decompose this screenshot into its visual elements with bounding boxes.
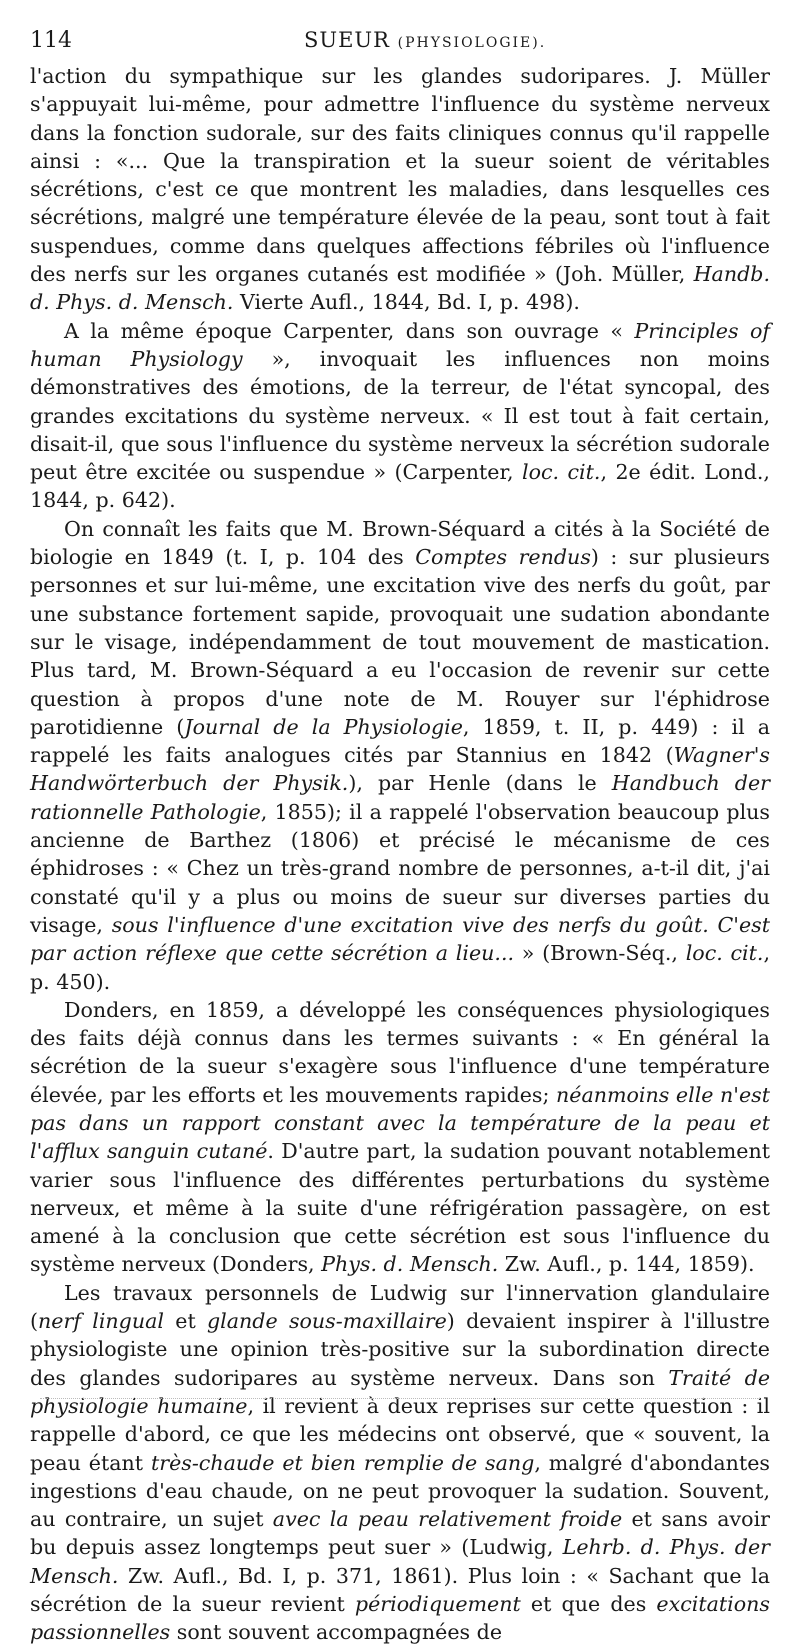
- italic-run: Wagner's Handwörterbuch der Physik.: [30, 743, 770, 796]
- text-run: » (Brown-Séq.,: [514, 941, 686, 966]
- footer-rule: [40, 1398, 760, 1399]
- paragraph: [30, 1279, 770, 1647]
- italic-run: avec la peau relativement froide: [272, 1507, 623, 1532]
- italic-run: loc. cit.: [685, 941, 764, 966]
- page-number: 114: [30, 28, 72, 53]
- text-run: , p. 450).: [30, 941, 770, 994]
- italic-run: nerf lingual: [38, 1309, 164, 1334]
- italic-run: Phys. d. Mensch.: [321, 1252, 499, 1277]
- text-run: Donders, en 1859, a développé les conséquences physiologiques des faits déjà connus dans les termes suivants : « En général la sécrétion de la sueur s'exagère sous l'influence d'une température élevée, par les efforts et les mouvements rapides;: [30, 997, 770, 1107]
- text-run: On connaît les faits que M. Brown-Séquard a cités à la Société de biologie en 1849 (t. I, p. 104 des: [30, 516, 770, 570]
- page-header: [30, 24, 770, 58]
- text-run: Vierte Aufl., 1844, Bd. I, p. 498).: [233, 290, 580, 315]
- text-run: , 1855); il a rappelé l'observation beaucoup plus ancienne de Barthez (1806) et précisé le mécanisme de ces éphidroses : « Chez un très-grand nombre de personnes, a-t-il dit, j'ai constaté qu'il y a plus ou moins de sueur sur diverses parties du visage,: [30, 799, 770, 937]
- italic-run: loc. cit.: [522, 460, 601, 485]
- running-head-title: SUEUR: [304, 28, 390, 52]
- text-run: et sans avoir bu depuis assez longtemps peut suer » (Ludwig,: [30, 1507, 770, 1560]
- text-run: », invoquait les influences non moins démonstratives des émotions, de la terreur, de l'état syncopal, des grandes excitations du système nerveux. « Il est tout à fait certain, disait-il, que sous l'influence du système nerveux la sécrétion sudorale peut être excitée ou suspendue » (Carpenter,: [30, 346, 770, 485]
- body-text: [30, 62, 770, 1647]
- text-run: . D'autre part, la sudation pouvant notablement varier sous l'influence des différentes perturbations du système nerveux, et même à la suite d'une réfrigération passagère, on est amené à la conclusion que cette sécrétion est sous l'influence du système nerveux (Donders,: [30, 1139, 770, 1277]
- text-run: , 1859, t. II, p. 449) : il a rappelé les faits analogues cités par Stannius en 1842 (: [30, 714, 770, 768]
- italic-run: sous l'influence d'une excitation vive des nerfs du goût. C'est par action réflexe que cette sécrétion a lieu...: [30, 912, 770, 966]
- text-run: ) : sur plusieurs personnes et sur lui-même, une excitation vive des nerfs du goût, par une substance fortement sapide, provoquait une sudation abondante sur le visage, indépendamment de tout mouvement de mastication. Plus tard, M. Brown-Séquard a eu l'occasion de revenir sur cette question à propos d'une note de M. Rouyer sur l'éphidrose parotidienne (: [30, 545, 771, 739]
- text-run: , malgré d'abondantes ingestions d'eau chaude, on ne peut provoquer la sudation. Souvent, au contraire, un sujet: [30, 1450, 770, 1532]
- paragraph: [30, 317, 770, 515]
- text-run: ), par Henle (dans le: [348, 771, 612, 796]
- text-run: Les travaux personnels de Ludwig sur l'innervation glandulaire (: [30, 1280, 770, 1334]
- text-run: sont souvent accompagnées de: [170, 1620, 503, 1645]
- paragraph: [30, 515, 770, 996]
- text-run: Zw. Aufl., p. 144, 1859).: [498, 1252, 755, 1277]
- running-head: [304, 28, 546, 52]
- italic-run: périodiquement: [354, 1592, 521, 1617]
- running-head-subtitle: (PHYSIOLOGIE).: [397, 35, 547, 51]
- italic-run: glande sous-maxillaire: [207, 1309, 447, 1334]
- text-run: et que des: [520, 1592, 657, 1617]
- italic-run: Principles of human Physiology: [30, 318, 770, 371]
- text-run: A la même époque Carpenter, dans son ouvrage «: [64, 318, 635, 343]
- italic-run: Handbuch der rationnelle Pathologie: [30, 771, 770, 824]
- italic-run: Handb. d. Phys. d. Mensch.: [30, 262, 770, 315]
- italic-run: Journal de la Physiologie: [184, 714, 463, 739]
- italic-run: très-chaude et bien remplie de sang: [150, 1450, 535, 1475]
- italic-run: Comptes rendus: [415, 545, 591, 570]
- text-run: et: [163, 1309, 207, 1334]
- italic-run: Lehrb. d. Phys. der Mensch.: [30, 1535, 770, 1588]
- text-run: Zw. Aufl., Bd. I, p. 371, 1861). Plus loin : « Sachant que la sécrétion de la sueur revient: [30, 1563, 770, 1617]
- italic-run: excitations passionnelles: [30, 1592, 770, 1645]
- text-run: , il revient à deux reprises sur cette question : il rappelle d'abord, ce que les médecins ont observé, que « souvent, la peau étant: [30, 1393, 770, 1475]
- text-run: ) devaient inspirer à l'illustre physiologiste une opinion très-positive sur la subordination directe des glandes sudoripares au système nerveux. Dans son: [30, 1309, 770, 1390]
- paragraph: [30, 996, 770, 1279]
- text-run: , 2e édit. Lond., 1844, p. 642).: [30, 460, 770, 513]
- italic-run: néanmoins elle n'est pas dans un rapport constant avec la température de la peau et l'afflux sanguin cutané: [30, 1082, 770, 1164]
- italic-run: Traité de physiologie humaine: [30, 1365, 771, 1418]
- text-run: l'action du sympathique sur les glandes sudoripares. J. Müller s'appuyait lui-même, pour admettre l'influence du système nerveux dans la fonction sudorale, sur des faits cliniques connus qu'il rappelle ainsi : «... Que la transpiration et la sueur soient de véritables sécrétions, c'est ce que montrent les maladies, dans lesquelles ces sécrétions, malgré une température élevée de la peau, sont tout à fait suspendues, comme dans quelques affections fébriles où l'influence des nerfs sur les organes cutanés est modifiée » (Joh. Müller,: [30, 64, 770, 287]
- paragraph: [30, 62, 770, 317]
